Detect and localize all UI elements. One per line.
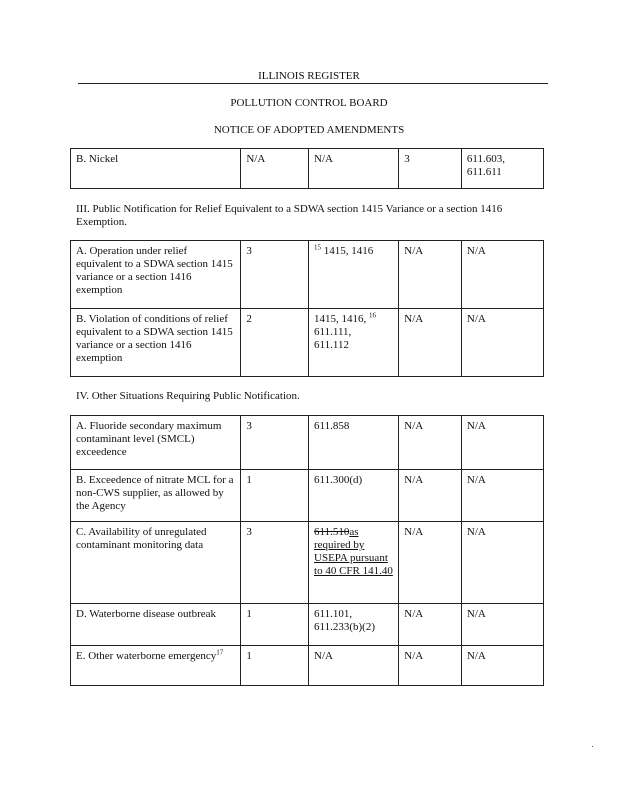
footnote-marker: 16 bbox=[369, 311, 377, 320]
section-heading-iv: IV. Other Situations Requiring Public Notification. bbox=[76, 390, 300, 402]
table-cell: N/A bbox=[309, 149, 399, 189]
table-cell: 3 bbox=[241, 416, 309, 470]
table-cell bbox=[461, 149, 543, 189]
table-cell: N/A bbox=[241, 149, 309, 189]
nickel-table bbox=[70, 148, 544, 189]
table-row bbox=[71, 646, 544, 686]
table-cell: B. Nickel bbox=[71, 149, 241, 189]
table-cell: N/A bbox=[461, 604, 543, 646]
table-cell: 1 bbox=[241, 646, 309, 686]
table-cell: N/A bbox=[461, 646, 543, 686]
table-row bbox=[71, 416, 544, 470]
table-cell: N/A bbox=[461, 309, 543, 377]
register-title: ILLINOIS REGISTER bbox=[258, 70, 360, 82]
table-cell: 611.858 bbox=[309, 416, 399, 470]
inserted-text: as required by USEPA pursuant to 40 CFR 141.40 bbox=[314, 526, 393, 577]
table-cell bbox=[309, 309, 399, 377]
footnote-marker: 17 bbox=[216, 648, 224, 657]
table-cell: N/A bbox=[309, 646, 399, 686]
table-row bbox=[71, 470, 544, 522]
table-cell: N/A bbox=[461, 522, 543, 604]
board-title: POLLUTION CONTROL BOARD bbox=[230, 97, 388, 109]
notice-title: NOTICE OF ADOPTED AMENDMENTS bbox=[213, 124, 405, 136]
table-cell: N/A bbox=[399, 470, 462, 522]
table-cell: N/A bbox=[399, 309, 462, 377]
cell-line: 611.233(b)(2) bbox=[314, 621, 376, 633]
table-cell: A. Fluoride secondary maximum contaminant level (SMCL) exceedence bbox=[71, 416, 241, 470]
section-iii-table bbox=[70, 240, 544, 377]
table-row bbox=[71, 522, 544, 604]
cell-line: 611.611 bbox=[466, 166, 502, 178]
table-cell: C. Availability of unregulated contaminant monitoring data bbox=[71, 522, 241, 604]
table-cell: 1 bbox=[241, 470, 309, 522]
table-row bbox=[71, 149, 544, 189]
table-cell bbox=[309, 241, 399, 309]
cell-text: E. Other waterborne emergency bbox=[76, 650, 217, 662]
table-cell: N/A bbox=[399, 522, 462, 604]
table-cell: 1 bbox=[241, 604, 309, 646]
table-cell: N/A bbox=[399, 646, 462, 686]
table-row bbox=[71, 604, 544, 646]
table-cell: N/A bbox=[399, 416, 462, 470]
table-cell: 3 bbox=[241, 241, 309, 309]
table-cell: N/A bbox=[461, 470, 543, 522]
table-cell: D. Waterborne disease outbreak bbox=[71, 604, 241, 646]
table-cell: N/A bbox=[399, 604, 462, 646]
table-cell bbox=[309, 522, 399, 604]
header-rule bbox=[78, 83, 548, 84]
table-cell: 3 bbox=[241, 522, 309, 604]
scan-speck bbox=[592, 746, 593, 747]
cell-line: 611.111, bbox=[314, 326, 352, 338]
footnote-marker: 15 bbox=[314, 243, 322, 252]
table-cell: N/A bbox=[461, 416, 543, 470]
section-heading-iii: III. Public Notification for Relief Equivalent to a SDWA section 1415 Variance or a section 1416 Exemption. bbox=[76, 203, 503, 228]
cell-line: 611.101, bbox=[314, 608, 353, 620]
table-cell: 611.300(d) bbox=[309, 470, 399, 522]
cell-line: 611.112 bbox=[314, 339, 349, 351]
table-row bbox=[71, 309, 544, 377]
cell-text: 1415, 1416, bbox=[314, 313, 367, 325]
table-cell: 3 bbox=[399, 149, 462, 189]
table-cell bbox=[71, 646, 241, 686]
table-cell: A. Operation under relief equivalent to a SDWA section 1415 variance or a section 1416 exemption bbox=[71, 241, 241, 309]
table-cell bbox=[309, 604, 399, 646]
table-row bbox=[71, 241, 544, 309]
table-cell: B. Violation of conditions of relief equivalent to a SDWA section 1415 variance or a section 1416 exemption bbox=[71, 309, 241, 377]
table-cell: B. Exceedence of nitrate MCL for a non-CWS supplier, as allowed by the Agency bbox=[71, 470, 241, 522]
cell-line bbox=[314, 313, 393, 326]
table-cell: N/A bbox=[461, 241, 543, 309]
cell-line: 611.603, bbox=[466, 153, 505, 165]
struck-text: 611.510 bbox=[314, 526, 350, 538]
table-cell: N/A bbox=[399, 241, 462, 309]
cell-text: 1415, 1416 bbox=[323, 245, 374, 257]
table-cell: 2 bbox=[241, 309, 309, 377]
section-iv-table bbox=[70, 415, 544, 686]
